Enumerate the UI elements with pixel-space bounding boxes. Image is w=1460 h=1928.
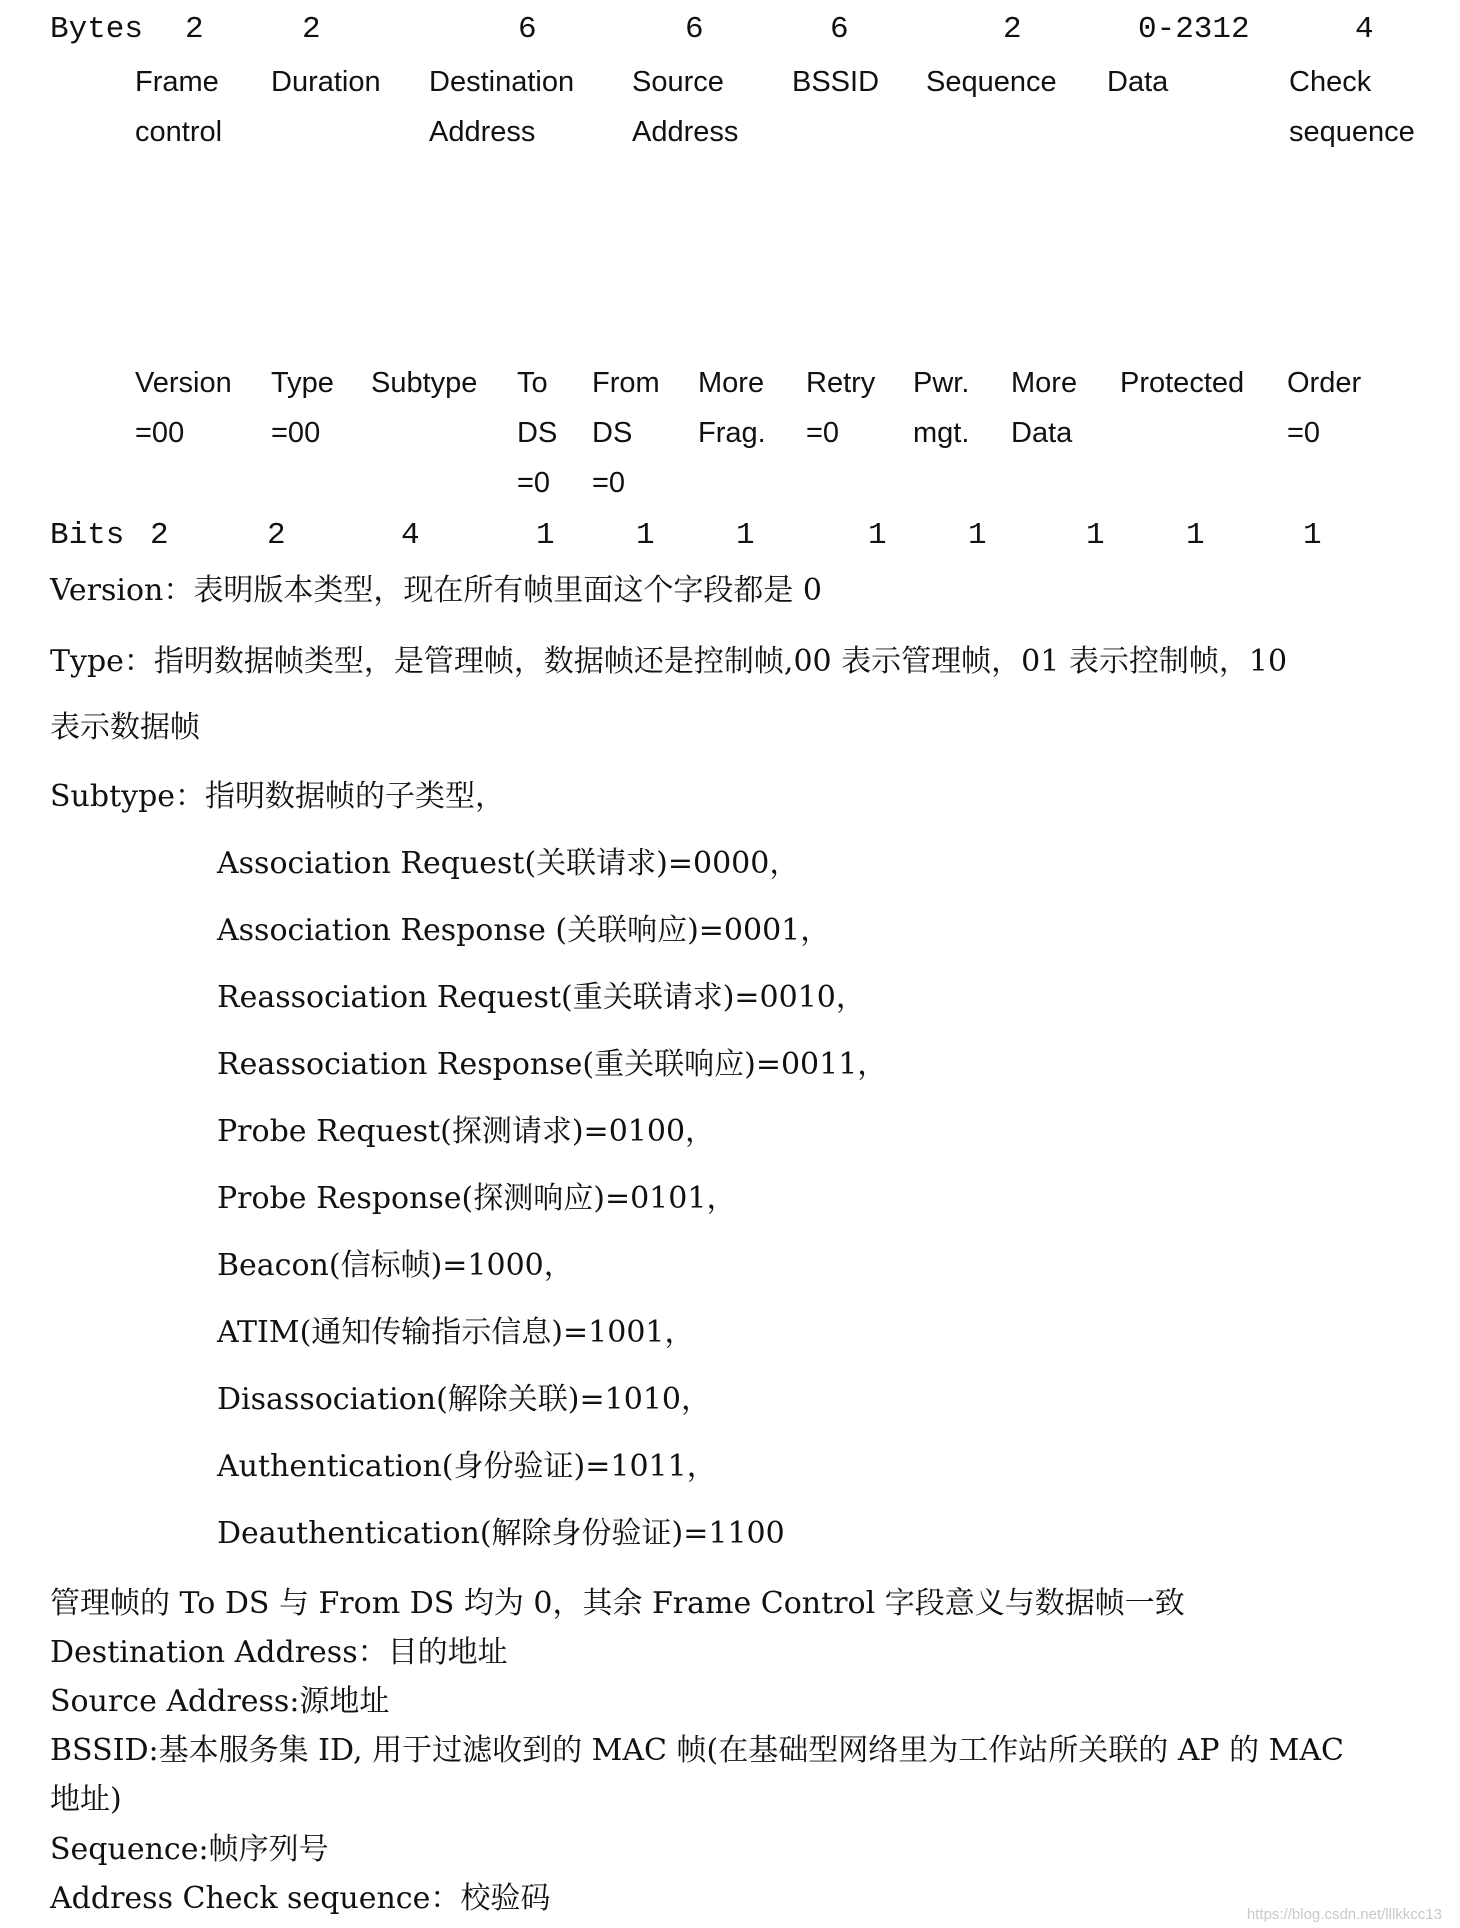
frame-control-field-label: Subtype (371, 367, 478, 399)
frame-control-field-label: To (517, 367, 548, 399)
bit-size: 1 (1303, 518, 1322, 553)
frame-field-label: Data (1107, 66, 1169, 98)
type-description-line1: Type：指明数据帧类型，是管理帧，数据帧还是控制帧,00 表示管理帧，01 表示控制帧，10 (50, 644, 1288, 679)
bit-size: 1 (868, 518, 887, 553)
frame-control-field-label: DS (592, 417, 633, 449)
destination-address-description: Destination Address：目的地址 (50, 1635, 508, 1670)
frame-control-field-label: Protected (1120, 367, 1245, 399)
subtype-description: Subtype：指明数据帧的子类型， (50, 779, 506, 814)
bit-size: 1 (1186, 518, 1205, 553)
subtype-item: Reassociation Request(重关联请求)=0010， (217, 980, 866, 1015)
frame-field-label: Address (429, 116, 536, 148)
check-sequence-description: Address Check sequence：校验码 (50, 1881, 551, 1916)
frame-control-field-label: =0 (806, 417, 840, 449)
bit-size: 1 (636, 518, 655, 553)
frame-field-label: Frame (135, 66, 219, 98)
bit-size: 1 (536, 518, 555, 553)
version-description: Version：表明版本类型，现在所有帧里面这个字段都是 0 (50, 573, 823, 608)
frame-control-field-label: Order (1287, 367, 1362, 399)
bssid-description-line1: BSSID:基本服务集 ID, 用于过滤收到的 MAC 帧(在基础型网络里为工作站所关联的 AP 的 MAC (50, 1733, 1344, 1768)
frame-field-label: sequence (1289, 116, 1415, 148)
frame-control-field-label: =00 (135, 417, 185, 449)
bssid-description-line2: 地址) (50, 1782, 122, 1817)
byte-size: 6 (685, 12, 704, 47)
frame-control-field-label: =0 (517, 467, 551, 499)
frame-field-label: Destination (429, 66, 575, 98)
frame-control-field-label: More (698, 367, 765, 399)
bit-size: 4 (401, 518, 420, 553)
frame-field-label: Address (632, 116, 739, 148)
bits-label: Bits (50, 518, 125, 553)
byte-size: 2 (302, 12, 321, 47)
management-frame-note: 管理帧的 To DS 与 From DS 均为 0，其余 Frame Control 字段意义与数据帧一致 (50, 1586, 1185, 1621)
frame-control-field-label: Type (271, 367, 334, 399)
frame-control-field-label: =00 (271, 417, 321, 449)
subtype-item: Reassociation Response(重关联响应)=0011， (217, 1047, 888, 1082)
frame-field-label: control (135, 116, 223, 148)
bit-size: 1 (736, 518, 755, 553)
subtype-item: Association Request(关联请求)=0000， (217, 846, 800, 881)
subtype-item: Deauthentication(解除身份验证)=1100 (217, 1516, 785, 1551)
frame-control-field-label: Frag. (698, 417, 766, 449)
subtype-item: Beacon(信标帧)=1000， (217, 1248, 574, 1283)
frame-control-field-label: More (1011, 367, 1078, 399)
subtype-item: Probe Response(探测响应)=0101， (217, 1181, 737, 1216)
frame-control-field-label: From (592, 367, 660, 399)
frame-control-field-label: mgt. (913, 417, 970, 449)
watermark: https://blog.csdn.net/lllkkcc13 (1246, 1906, 1442, 1923)
frame-field-label: BSSID (792, 66, 880, 98)
subtype-item: Disassociation(解除关联)=1010， (217, 1382, 711, 1417)
sequence-description: Sequence:帧序列号 (50, 1832, 329, 1867)
byte-size: 2 (1003, 12, 1022, 47)
subtype-item: Probe Request(探测请求)=0100， (217, 1114, 716, 1149)
frame-field-label: Check (1289, 66, 1372, 98)
bit-size: 2 (150, 518, 169, 553)
frame-control-field-label: =0 (1287, 417, 1321, 449)
frame-field-label: Duration (271, 66, 381, 98)
subtype-item: ATIM(通知传输指示信息)=1001， (217, 1315, 695, 1350)
frame-field-label: Sequence (926, 66, 1057, 98)
byte-size: 4 (1355, 12, 1374, 47)
type-description-line2: 表示数据帧 (50, 710, 200, 745)
frame-control-field-label: Version (135, 367, 232, 399)
byte-size: 0-2312 (1138, 12, 1250, 47)
subtype-item: Association Response (关联响应)=0001， (217, 913, 831, 948)
frame-field-label: Source (632, 66, 724, 98)
frame-control-field-label: Retry (806, 367, 876, 399)
frame-control-field-label: DS (517, 417, 558, 449)
frame-control-field-label: Pwr. (913, 367, 970, 399)
byte-size: 6 (518, 12, 537, 47)
frame-control-field-label: =0 (592, 467, 626, 499)
bytes-label: Bytes (50, 12, 144, 47)
frame-control-field-label: Data (1011, 417, 1073, 449)
bit-size: 1 (968, 518, 987, 553)
byte-size: 2 (185, 12, 204, 47)
subtype-item: Authentication(身份验证)=1011， (217, 1449, 717, 1484)
byte-size: 6 (830, 12, 849, 47)
bit-size: 2 (267, 518, 286, 553)
source-address-description: Source Address:源地址 (50, 1684, 390, 1719)
bit-size: 1 (1086, 518, 1105, 553)
